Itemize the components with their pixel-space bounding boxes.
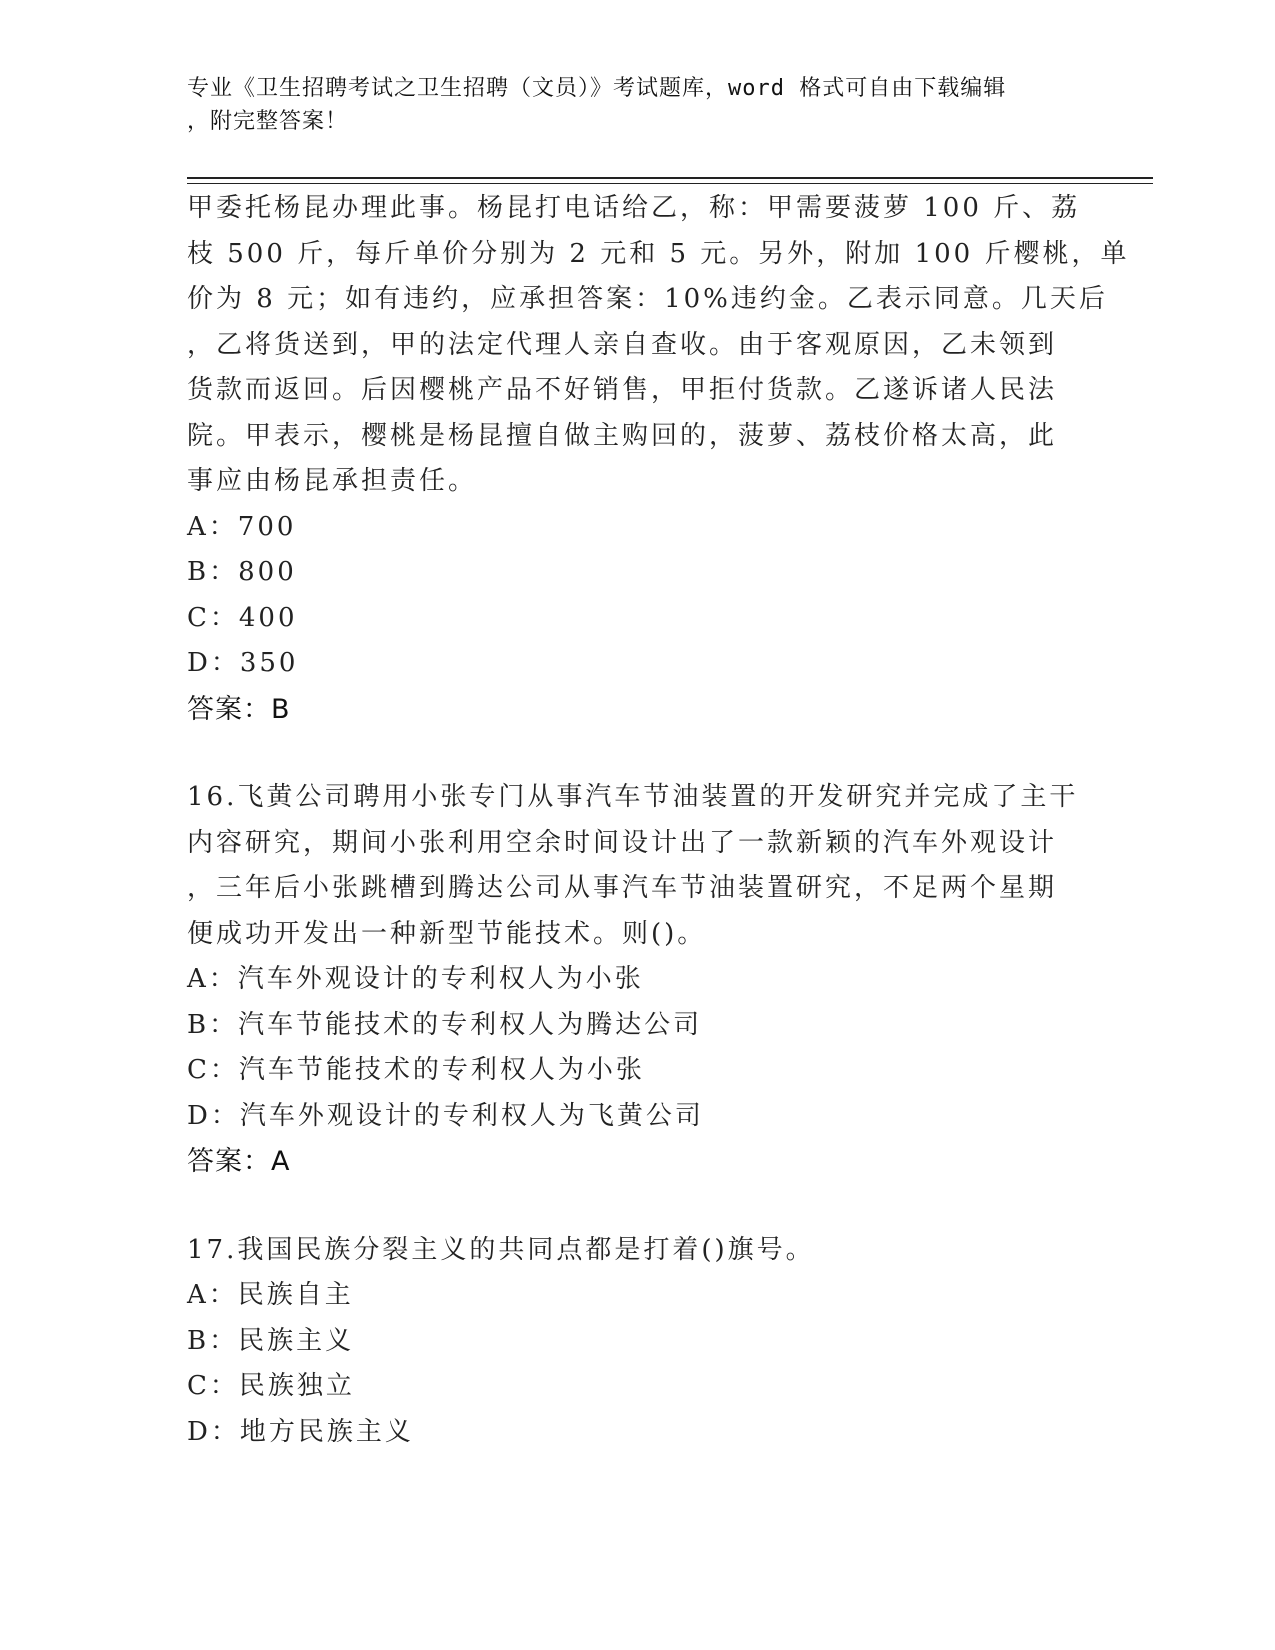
question-text-line: 事应由杨昆承担责任。	[187, 466, 478, 496]
option-d: D：350	[187, 648, 299, 678]
option-a: A：民族自主	[187, 1280, 354, 1310]
option-a: A：汽车外观设计的专利权人为小张	[187, 964, 644, 994]
document-body	[187, 186, 1130, 1455]
question-text-line: 货款而返回。后因樱桃产品不好销售，甲拒付货款。乙遂诉诸人民法	[187, 375, 1058, 405]
answer-key: 答案：B	[187, 693, 291, 725]
question-17	[187, 1228, 1087, 1456]
option-b: B：汽车节能技术的专利权人为腾达公司	[187, 1009, 703, 1040]
question-16	[187, 775, 1087, 1185]
question-text-line: 便成功开发出一种新型节能技术。则()。	[187, 918, 707, 949]
question-spacer	[187, 732, 1087, 775]
header-divider-thin	[187, 183, 1153, 184]
question-text-line: ，乙将货送到，甲的法定代理人亲自查收。由于客观原因，乙未领到	[187, 329, 1058, 360]
question-text-line: 甲委托杨昆办理此事。杨昆打电话给乙，称：甲需要菠萝 100 斤、荔	[187, 193, 1081, 223]
option-c: C：民族独立	[187, 1371, 355, 1401]
option-b: B：800	[187, 557, 297, 587]
question-text-line: 枝 500 斤，每斤单价分别为 2 元和 5 元。另外，附加 100 斤樱桃，单	[187, 238, 1130, 269]
option-c: C：汽车节能技术的专利权人为小张	[187, 1055, 645, 1085]
question-spacer	[187, 1185, 1087, 1228]
question-text-line: 17.我国民族分裂主义的共同点都是打着()旗号。	[187, 1234, 815, 1265]
question-text-line: 院。甲表示，樱桃是杨昆擅自做主购回的，菠萝、荔枝价格太高，此	[187, 420, 1058, 451]
document-header	[187, 72, 1067, 138]
question-15	[187, 186, 1130, 732]
option-d: D：汽车外观设计的专利权人为飞黄公司	[187, 1100, 704, 1131]
question-text-line: 价为 8 元；如有违约，应承担答案：10%违约金。乙表示同意。几天后	[187, 284, 1108, 314]
answer-key: 答案：A	[187, 1146, 291, 1177]
header-divider-thick	[187, 177, 1153, 179]
option-b: B：民族主义	[187, 1325, 355, 1356]
question-text-line: 16.飞黄公司聘用小张专门从事汽车节油装置的开发研究并完成了主干	[187, 782, 1079, 812]
option-a: A：700	[187, 511, 297, 542]
header-title-line: 专业《卫生招聘考试之卫生招聘（文员）》考试题库，word 格式可自由下载编辑	[187, 76, 1007, 101]
question-text-line: ，三年后小张跳槽到腾达公司从事汽车节油装置研究，不足两个星期	[187, 873, 1058, 903]
header-title-line-continued: ，附完整答案！	[187, 109, 349, 134]
option-c: C：400	[187, 602, 298, 633]
question-text-line: 内容研究，期间小张利用空余时间设计出了一款新颖的汽车外观设计	[187, 827, 1058, 858]
option-d: D：地方民族主义	[187, 1416, 414, 1447]
